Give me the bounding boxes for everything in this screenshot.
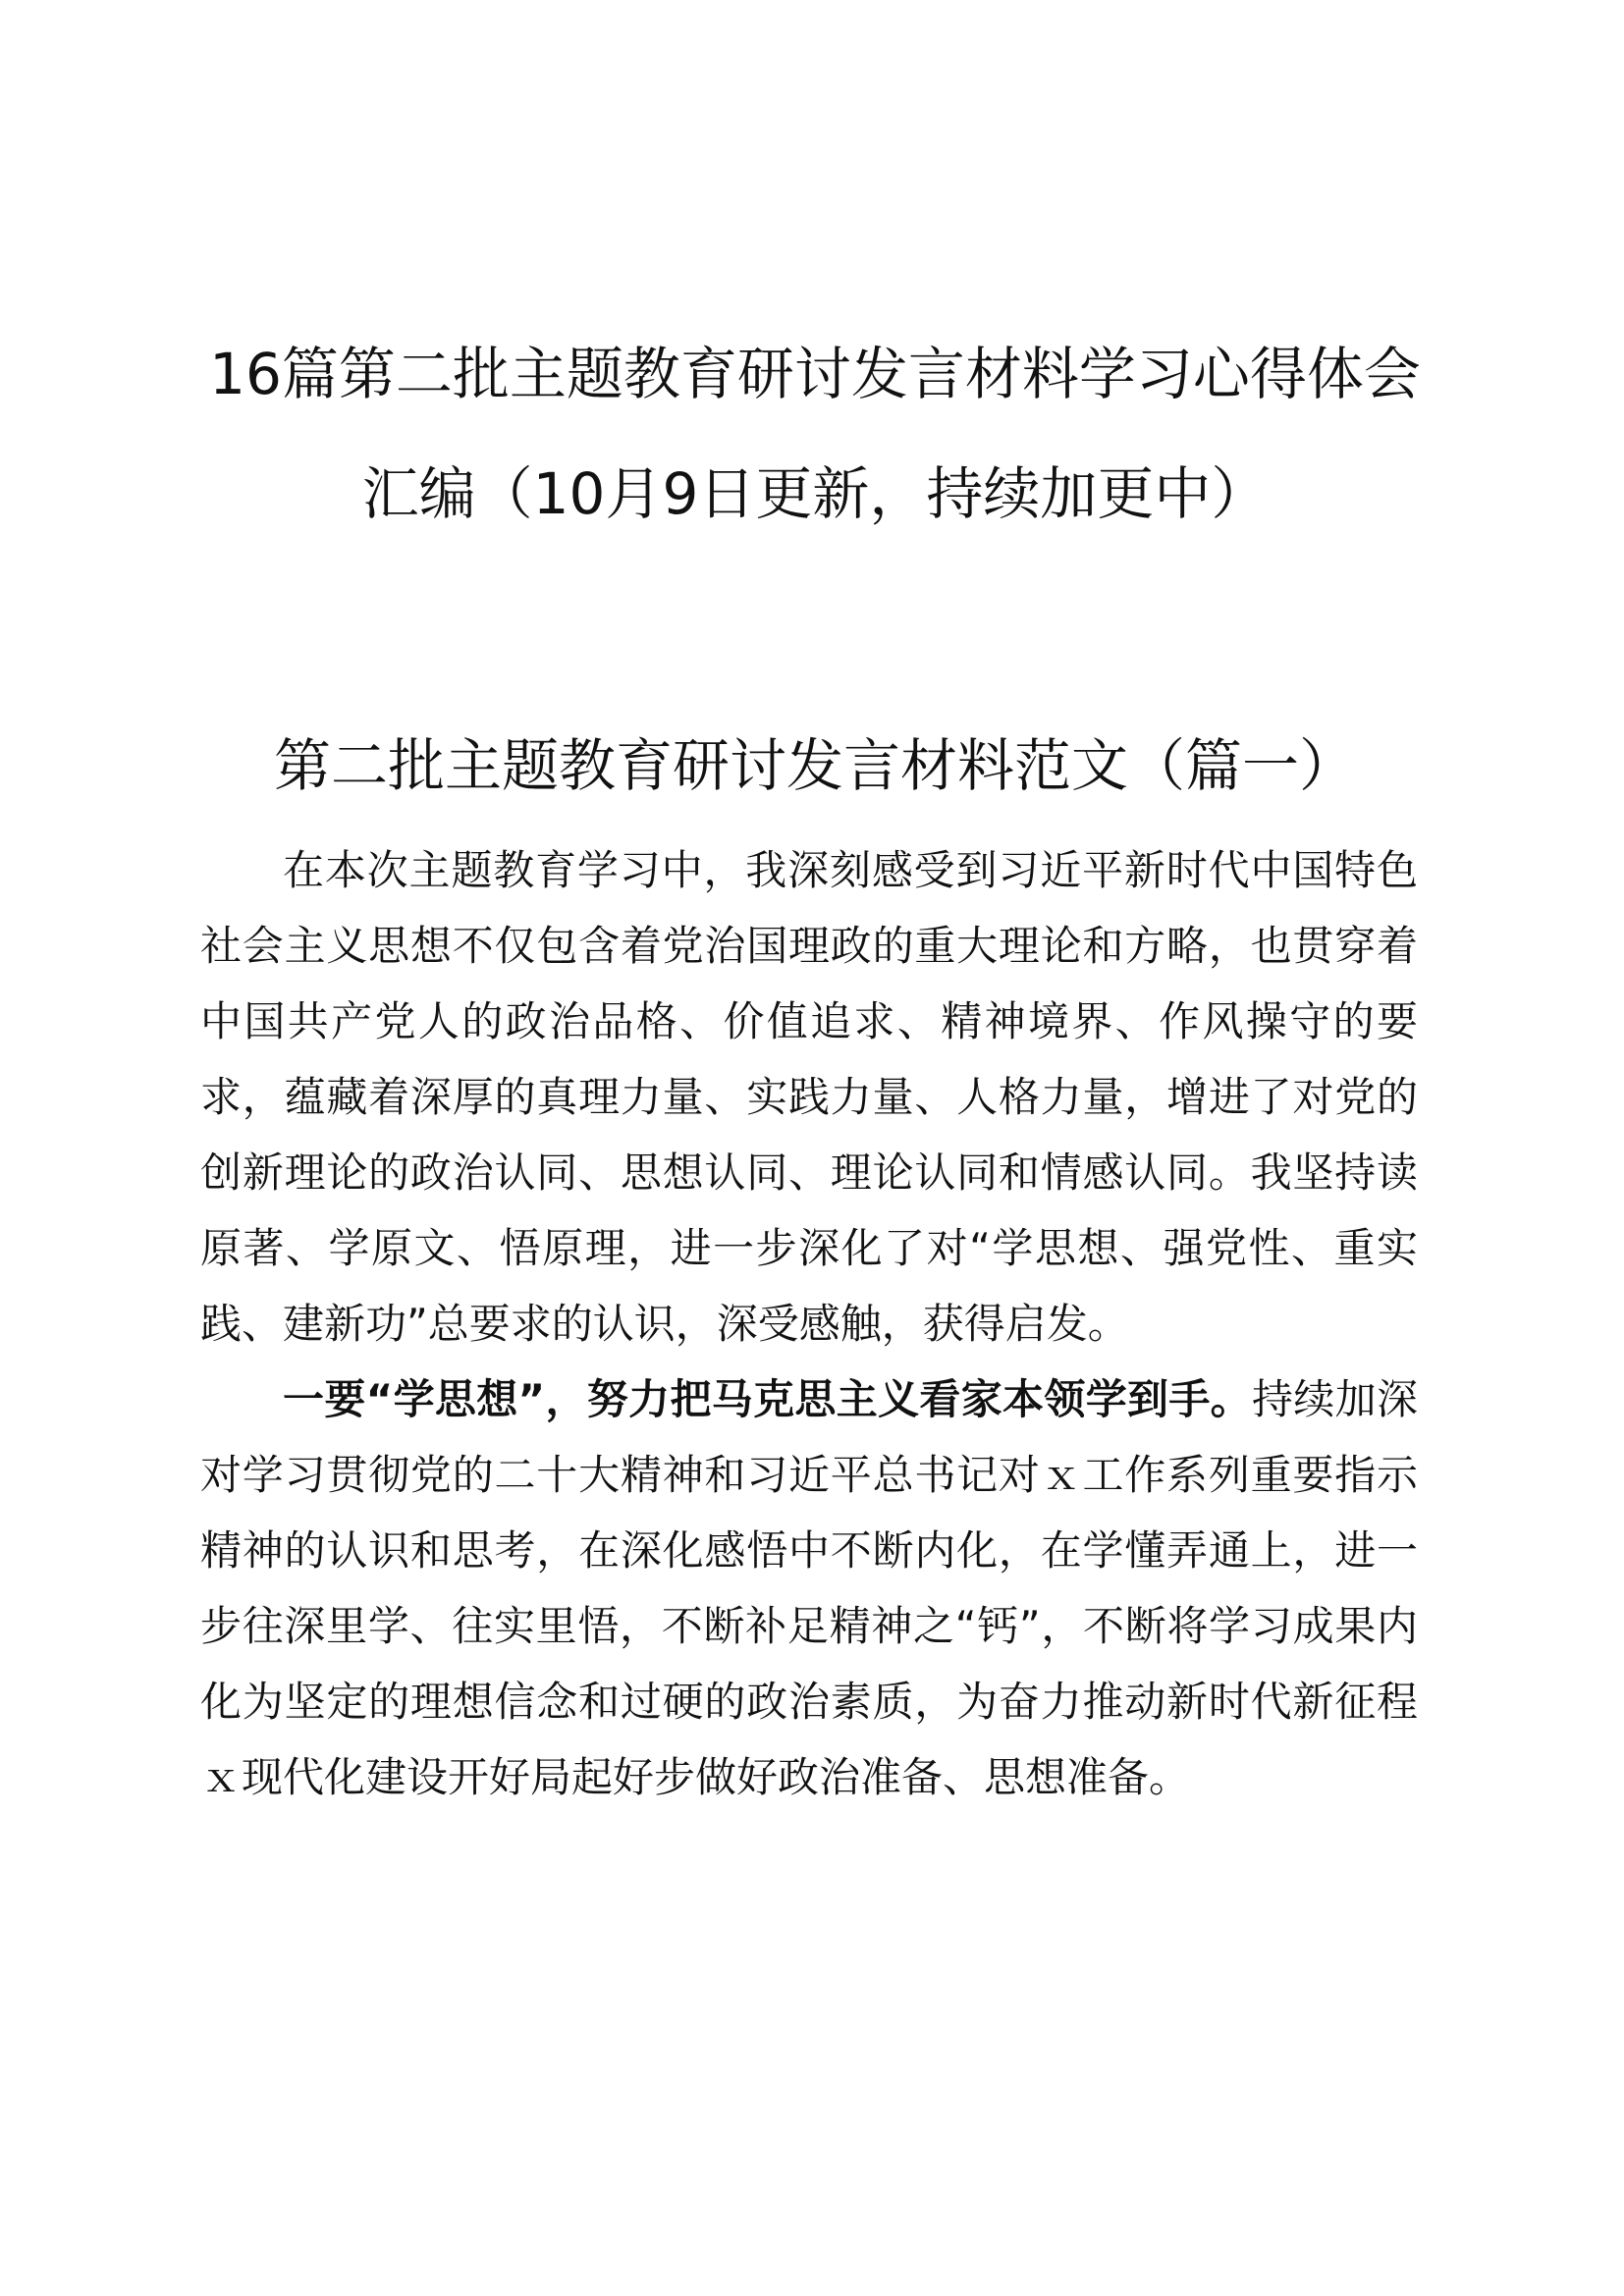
paragraph-intro: 在本次主题教育学习中，我深刻感受到习近平新时代中国特色社会主义思想不仅包含着党治国理政的重大理论和方略，也贯穿着中国共产党人的政治品格、价值追求、精神境界、作风操守的要求，蕴藏着深厚的真理力量、实践力量、人格力量，增进了对党的创新理论的政治认同、思想认同、理论认同和情感认同。我坚持读原著、学原文、悟原理，进一步深化了对“学思想、强党性、重实践、建新功”总要求的认识，深受感触，获得启发。	[200, 846, 1418, 1348]
document-title: 16篇第二批主题教育研讨发言材料学习心得体会汇编（10月9日更新，持续加更中）	[209, 341, 1421, 527]
document-body	[200, 832, 1418, 1815]
paragraph-point-one	[200, 1362, 1418, 1815]
paragraph-point-one-lead: 一要“学思想”，努力把马克思主义看家本领学到手。	[283, 1375, 1252, 1423]
paragraph-point-one-text: 持续加深对学习贯彻党的二十大精神和习近平总书记对ｘ工作系列重要指示精神的认识和思考，在深化感悟中不断内化，在学懂弄通上，进一步往深里学、往实里悟，不断补足精神之“钙”，不断将学习成果内化为坚定的理想信念和过硬的政治素质，为奋力推动新时代新征程ｘ现代化建设开好局起好步做好政治准备、思想准备。	[200, 1375, 1418, 1801]
section-heading: 第二批主题教育研讨发言材料范文（篇一）	[273, 732, 1356, 799]
